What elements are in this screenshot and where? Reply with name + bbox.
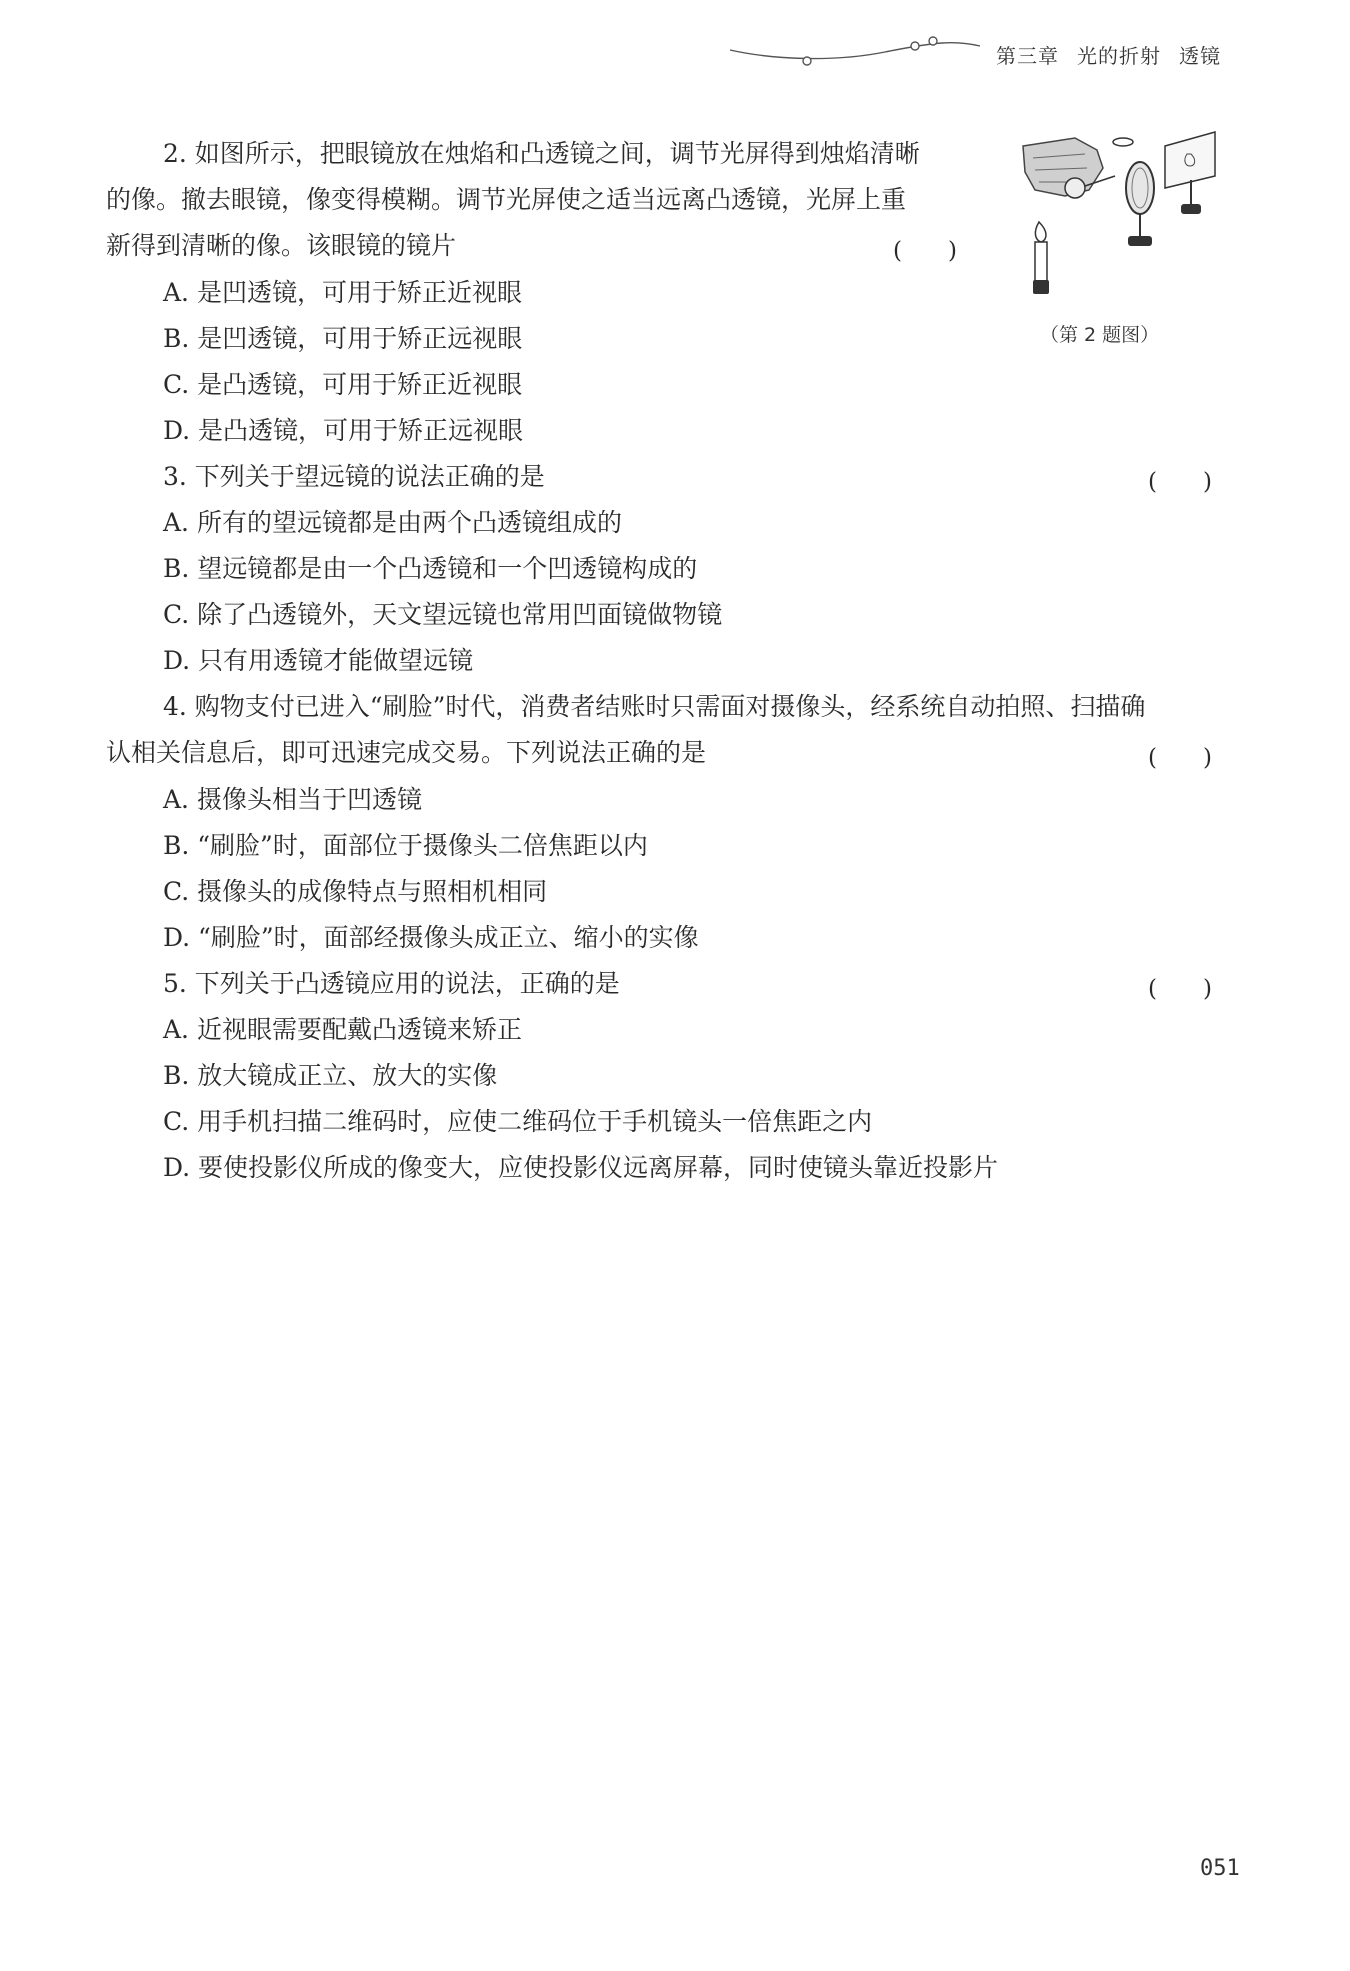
question-3-option-d: D. 只有用透镜才能做望远镜 (163, 646, 474, 675)
question-4-option-c: C. 摄像头的成像特点与照相机相同 (163, 877, 548, 906)
lens-experiment-figure (1015, 128, 1240, 308)
question-4-answer-blank: ( ) (1148, 745, 1212, 771)
question-2-option-d: D. 是凸透镜，可用于矫正远视眼 (163, 416, 524, 445)
question-4-line-2: 认相关信息后，即可迅速完成交易。下列说法正确的是 (106, 738, 707, 767)
question-4-option-a: A. 摄像头相当于凹透镜 (163, 785, 422, 814)
question-2-line-1: 2. 如图所示，把眼镜放在烛焰和凸透镜之间，调节光屏得到烛焰清晰 (163, 139, 920, 168)
question-3-option-a: A. 所有的望远镜都是由两个凸透镜组成的 (163, 508, 622, 537)
question-5-option-a: A. 近视眼需要配戴凸透镜来矫正 (163, 1015, 522, 1044)
page-number: 051 (1200, 1856, 1240, 1881)
question-2-option-a: A. 是凹透镜，可用于矫正近视眼 (163, 278, 522, 307)
page-header (0, 0, 1350, 90)
question-4-option-b: B. “刷脸”时，面部位于摄像头二倍焦距以内 (163, 831, 648, 860)
chapter-title-part1: 光的折射 (1077, 44, 1161, 68)
header-decoration-icon (725, 28, 985, 78)
question-5-option-c: C. 用手机扫描二维码时，应使二维码位于手机镜头一倍焦距之内 (163, 1107, 873, 1136)
chapter-title-part2: 透镜 (1179, 44, 1221, 68)
question-3-answer-blank: ( ) (1148, 469, 1212, 495)
chapter-label: 第三章 (996, 44, 1059, 68)
question-4-option-d: D. “刷脸”时，面部经摄像头成正立、缩小的实像 (163, 923, 699, 952)
question-2-line-3: 新得到清晰的像。该眼镜的镜片 (106, 231, 457, 260)
question-2-answer-blank: ( ) (893, 238, 957, 264)
question-2-line-2: 的像。撤去眼镜，像变得模糊。调节光屏使之适当远离凸透镜，光屏上重 (106, 185, 907, 214)
question-3-option-c: C. 除了凸透镜外，天文望远镜也常用凹面镜做物镜 (163, 600, 723, 629)
question-2-option-c: C. 是凸透镜，可用于矫正近视眼 (163, 370, 523, 399)
chapter-heading (996, 40, 1239, 69)
question-5-line-1: 5. 下列关于凸透镜应用的说法，正确的是 (163, 969, 620, 998)
question-2-option-b: B. 是凹透镜，可用于矫正远视眼 (163, 324, 523, 353)
question-5-option-b: B. 放大镜成正立、放大的实像 (163, 1061, 498, 1090)
figure-caption: （第 2 题图） (1040, 324, 1160, 346)
question-5-option-d: D. 要使投影仪所成的像变大，应使投影仪远离屏幕，同时使镜头靠近投影片 (163, 1153, 999, 1182)
question-3-line-1: 3. 下列关于望远镜的说法正确的是 (163, 462, 545, 491)
question-3-option-b: B. 望远镜都是由一个凸透镜和一个凹透镜构成的 (163, 554, 698, 583)
question-5-answer-blank: ( ) (1148, 976, 1212, 1002)
question-4-line-1: 4. 购物支付已进入“刷脸”时代，消费者结账时只需面对摄像头，经系统自动拍照、扫描确 (163, 692, 1146, 721)
